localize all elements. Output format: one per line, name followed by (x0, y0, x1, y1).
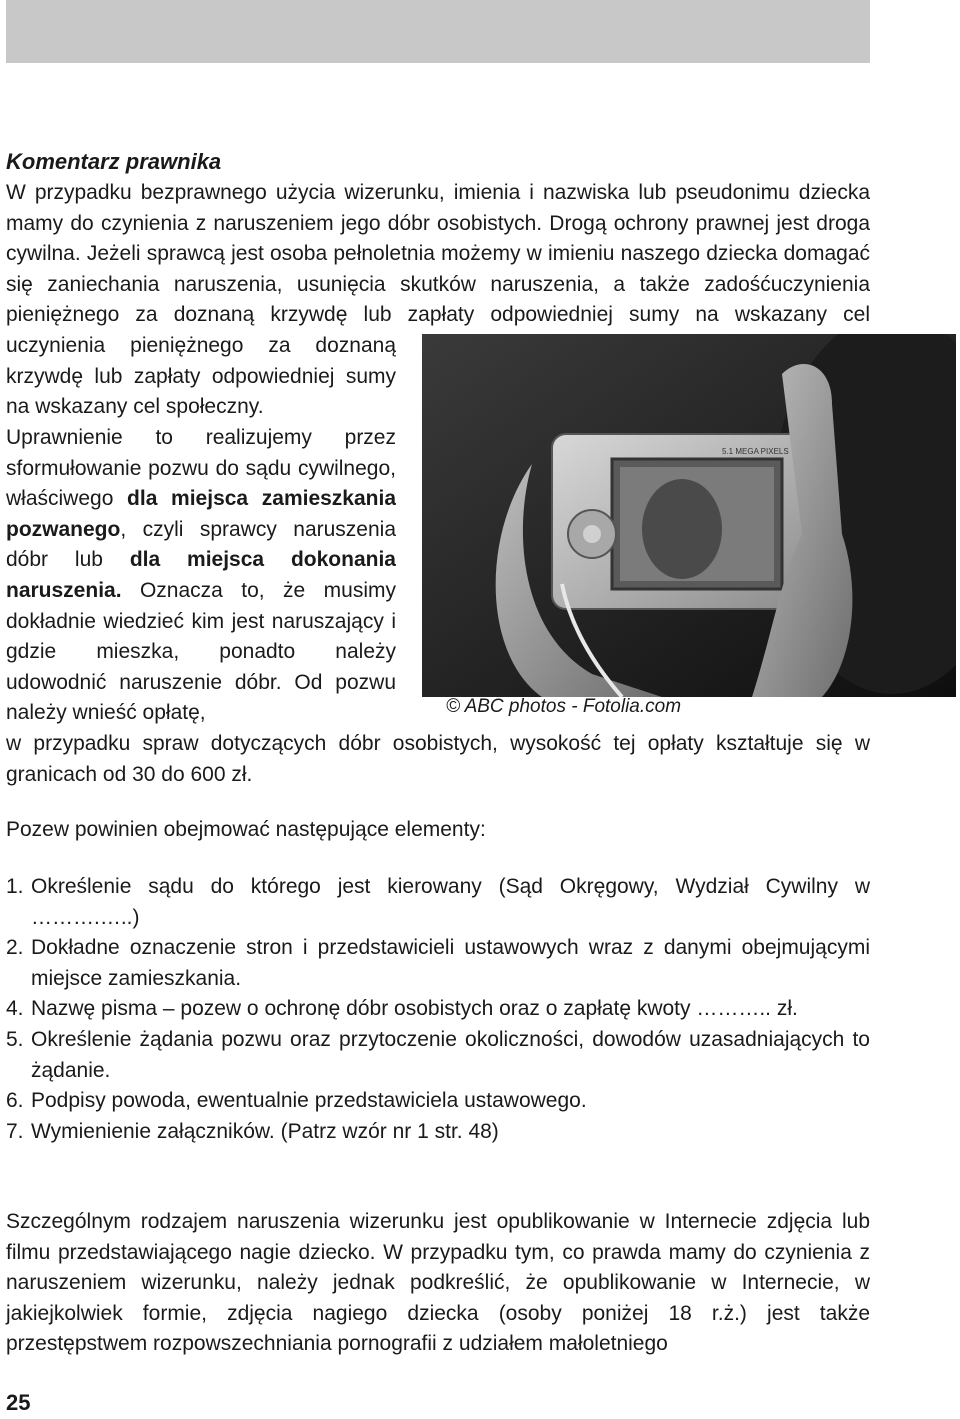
list-intro: Pozew powinien obejmować następujące elementy: (6, 818, 486, 841)
list-item: 5. Określenie żądania pozwu oraz przytoczenie okoliczności, dowodów uzasadniających to żądanie. (6, 1027, 870, 1082)
list-item: 4. Nazwę pisma – pozew o ochronę dóbr osobistych oraz o zapłatę kwoty ……….. zł. (6, 997, 798, 1021)
page-number: 25 (6, 1390, 31, 1415)
list-item: 7. Wymienienie załączników. (Patrz wzór nr 1 str. 48) (6, 1119, 499, 1143)
intro-paragraph-continued: uczynienia pieniężnego za doznaną krzywdę lub zapłaty odpowiedniej sumy na wskazany cel społeczny. (6, 334, 396, 419)
camera-brand-label: 5.1 MEGA PIXELS (722, 447, 789, 456)
fee-paragraph: w przypadku spraw dotyczących dóbr osobistych, wysokość tej opłaty kształtuje się w granicach od 30 do 600 zł. (6, 732, 870, 786)
camera-photo (422, 334, 956, 697)
list-item: 6. Podpisy powoda, ewentualnie przedstawiciela ustawowego. (6, 1089, 587, 1113)
photo-credit: © ABC photos - Fotolia.com (446, 696, 682, 717)
list-item: 2. Dokładne oznaczenie stron i przedstawicieli ustawowych wraz z danymi obejmującymi miejsce zamieszkania. (6, 936, 870, 990)
requirements-list (6, 872, 870, 1147)
header-bar (6, 0, 870, 63)
section-heading: Komentarz prawnika (6, 149, 222, 174)
jurisdiction-violation-text: dla miejsca dokonania naruszenia. (6, 548, 396, 602)
intro-paragraph: W przypadku bezprawnego użycia wizerunku, imienia i nazwiska lub pseudonimu dziecka mamy do czynienia z naruszeniem jego dóbr osobistych. Drogą ochrony prawnej jest droga cywilna. Jeżeli sprawcą jest osoba pełnoletnia możemy w imieniu naszego dziecka domagać się zaniechania naruszenia, usunięcia skutków naruszenia, a także zadośćuczynienia pieniężnego za doznaną krzywdę lub zapłaty odpowiedniej sumy na wskazany cel (6, 181, 870, 327)
closing-paragraph: Szczególnym rodzajem naruszenia wizerunku jest opublikowanie w Internecie zdjęcia lub filmu przedstawiającego nagie dziecko. W przypadku tym, co prawda mamy do czynienia z naruszeniem wizerunku, należy jednak podkreślić, że opublikowanie w Internecie, w jakiejkolwiek formie, zdjęcia nagiego dziecka (osoby poniżej 18 r.ż.) jest także przestępstwem rozpowszechniania pornografii z udziałem małoletniego (6, 1210, 870, 1356)
jurisdiction-residence-text: dla miejsca zamieszkania pozwanego (6, 487, 396, 541)
list-item: 1. Określenie sądu do którego jest kierowany (Sąd Okręgowy, Wydział Cywilny w ……….…..) (6, 875, 870, 929)
camera-photo-illustration (422, 334, 956, 697)
lawsuit-paragraph: Uprawnienie to realizujemy przez sformułowanie pozwu do sądu cywilnego, właściwego dla miejsca zamieszkania pozwanego, czyli sprawcy naruszenia dóbr lub dla miejsca dokonania naruszenia. Oznacza to, że musimy dokładnie wiedzieć kim jest naruszający i gdzie mieszka, ponadto należy udowodnić naruszenie dóbr. Od pozwu należy wnieść opłatę, (6, 426, 396, 725)
